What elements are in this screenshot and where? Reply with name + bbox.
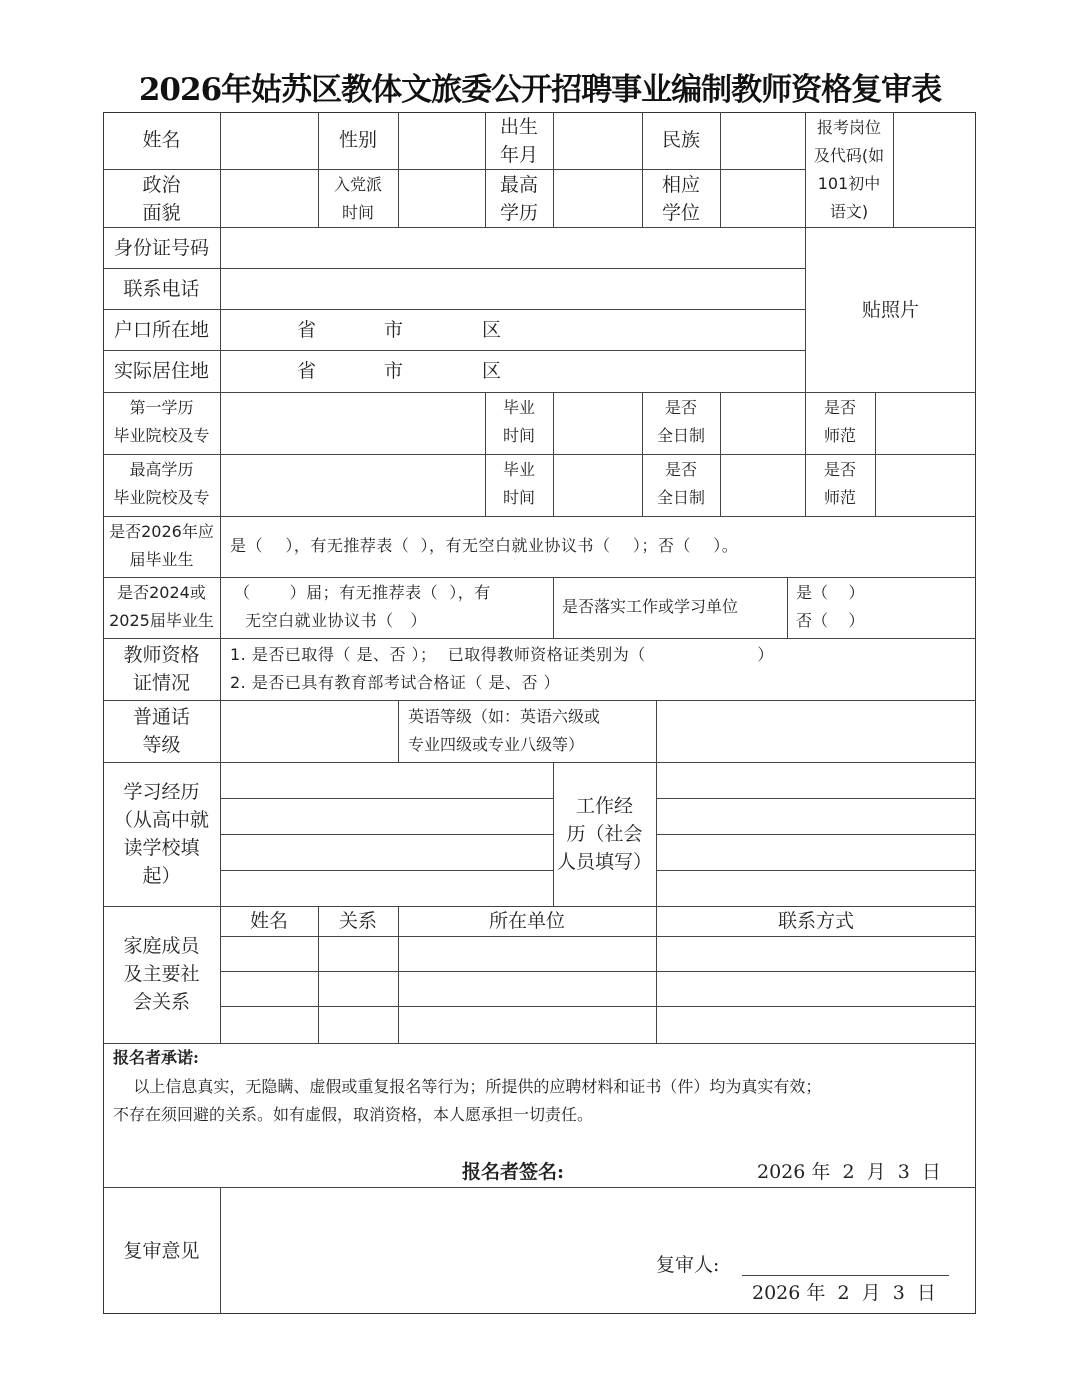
family-rows[interactable] (221, 937, 975, 1042)
edu-field[interactable] (554, 170, 641, 226)
hukou-city: 市 (384, 319, 404, 341)
phone-field[interactable] (221, 269, 804, 309)
pledge-heading: 报名者承诺: (113, 1048, 199, 1067)
photo-placeholder[interactable]: 贴照片 (861, 299, 919, 321)
family-header-unit: 所在单位 (488, 910, 565, 932)
first-edu-fulltime-label: 是否 全日制 (656, 398, 705, 445)
family-header-name: 姓名 (249, 910, 288, 932)
work-label: 工作经 历（社会 人员填写） (556, 795, 652, 873)
pledge-body-line1: 以上信息真实，无隐瞒、虚假或重复报名等行为；所提供的应聘材料和证书（件）均为真实有效； (113, 1077, 822, 1096)
residence-city: 市 (384, 360, 404, 382)
review-opinion-field[interactable] (221, 1188, 975, 1248)
first-edu-normal-label: 是否 师范 (823, 398, 856, 445)
family-header-contact: 联系方式 (777, 910, 854, 932)
signature-field[interactable] (585, 1156, 745, 1186)
id-field[interactable] (221, 228, 804, 268)
name-field[interactable] (221, 113, 317, 169)
id-label: 身份证号码 (113, 237, 209, 259)
party-time-field[interactable] (399, 170, 484, 226)
residence-province: 省 (297, 360, 317, 382)
mandarin-label: 普通话 等级 (132, 706, 190, 756)
hukou-province: 省 (297, 319, 317, 341)
name-label: 姓名 (142, 129, 181, 151)
form-title: 2026年姑苏区教体文旅委公开招聘事业编制教师资格复审表 (138, 72, 942, 108)
grad2425-text[interactable]: （ ）届；有无推荐表（ ），有 无空白就业协议书（ ） (234, 583, 491, 630)
grad2026-text[interactable]: 是（ ），有无推荐表（ ），有无空白就业协议书（ ）；否（ ）。 (230, 536, 739, 555)
politics-field[interactable] (221, 170, 317, 226)
pledge-date: 2026 年 2 月 3 日 (757, 1161, 941, 1183)
review-date: 2026 年 2 月 3 日 (752, 1282, 936, 1304)
teacher-cert-line1[interactable]: 1. 是否已取得（ 是、否 ）； 已取得教师资格证类别为（ ） (230, 645, 774, 664)
residence-district: 区 (482, 360, 502, 382)
reviewer-label: 复审人: (656, 1254, 720, 1276)
english-label: 英语等级（如：英语六级或 专业四级或专业八级等） (408, 707, 601, 754)
politics-label: 政治 面貌 (142, 174, 181, 224)
work-history-field[interactable] (657, 763, 975, 905)
gender-field[interactable] (399, 113, 484, 169)
top-edu-fulltime-label: 是否 全日制 (656, 460, 705, 507)
first-edu-grad-time-label: 毕业 时间 (502, 398, 535, 445)
top-edu-normal-label: 是否 师范 (823, 460, 856, 507)
degree-label: 相应 学位 (661, 174, 700, 224)
degree-field[interactable] (721, 170, 804, 226)
mandarin-field[interactable] (221, 701, 397, 761)
first-edu-label: 第一学历 毕业院校及专 (113, 398, 210, 445)
top-edu-grad-time-label: 毕业 时间 (502, 460, 535, 507)
english-field[interactable] (657, 701, 975, 761)
hukou-label: 户口所在地 (113, 319, 209, 341)
party-time-label: 入党派 时间 (333, 175, 382, 222)
teacher-cert-line2[interactable]: 2. 是否已具有教育部考试合格证（ 是、否 ） (230, 673, 561, 692)
job-no[interactable]: 否（ ） (796, 611, 865, 630)
family-label: 家庭成员 及主要社 会关系 (123, 935, 200, 1013)
reviewer-signature-line[interactable] (742, 1275, 949, 1276)
grad2425-label: 是否2024或 2025届毕业生 (109, 583, 214, 630)
post-field[interactable] (894, 113, 975, 227)
birth-field[interactable] (554, 113, 641, 169)
study-label: 学习经历 （从高中就 读学校填 起） (113, 781, 209, 887)
phone-label: 联系电话 (123, 278, 200, 300)
study-history-field[interactable] (221, 763, 552, 905)
review-label: 复审意见 (123, 1240, 200, 1262)
birth-label: 出生 年月 (499, 116, 538, 166)
teacher-cert-label: 教师资格 证情况 (123, 644, 200, 694)
edu-label: 最高 学历 (499, 174, 538, 224)
ethnicity-label: 民族 (661, 129, 700, 151)
grad2026-label: 是否2026年应 届毕业生 (109, 522, 214, 569)
top-edu-school-field[interactable] (221, 455, 484, 515)
job-status-label: 是否落实工作或学习单位 (562, 597, 739, 616)
signature-label: 报名者签名: (462, 1161, 565, 1183)
ethnicity-field[interactable] (721, 113, 804, 169)
hukou-district: 区 (482, 319, 502, 341)
first-edu-school-field[interactable] (221, 393, 484, 453)
job-yes[interactable]: 是（ ） (796, 583, 865, 602)
residence-label: 实际居住地 (113, 360, 209, 382)
pledge-body-line2: 不存在须回避的关系。如有虚假，取消资格，本人愿承担一切责任。 (113, 1105, 594, 1124)
gender-label: 性别 (338, 129, 377, 151)
top-edu-label: 最高学历 毕业院校及专 (113, 460, 210, 507)
post-label: 报考岗位 及代码(如 101初中 语文) (813, 118, 885, 221)
family-header-relation: 关系 (338, 910, 377, 932)
